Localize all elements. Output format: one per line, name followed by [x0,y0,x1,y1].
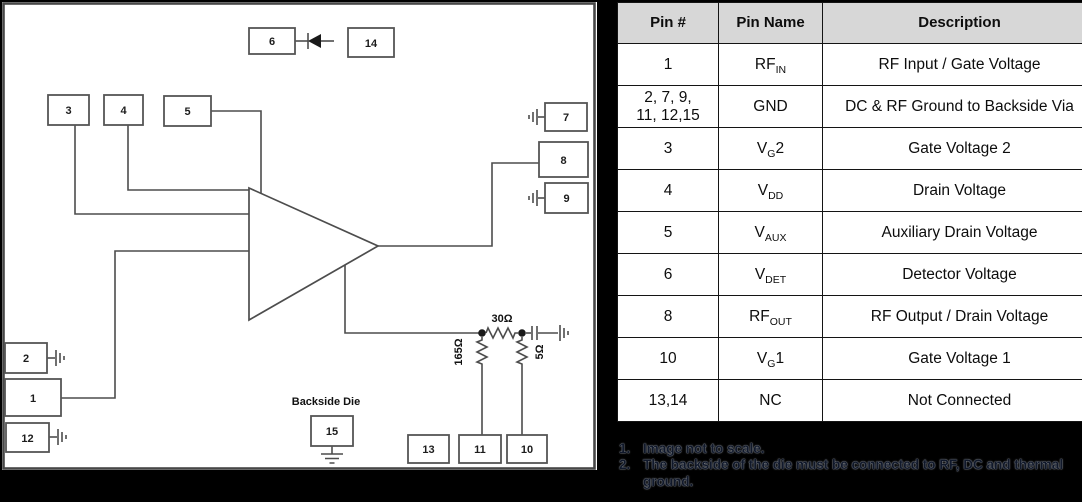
pin-table-row [618,170,1082,212]
table-header-row [618,3,1082,44]
pin-label-15: 15 [325,426,339,438]
pin-table-row [618,44,1082,86]
cell-pin-name: $V_G2$ [719,128,823,170]
pin-label-9: 9 [563,193,570,205]
resistor-5-label: 5Ω [534,344,546,360]
footnote-number: 2. [619,457,631,473]
footnote-number: 1. [619,441,631,456]
backside-die-label: Backside Die [291,396,361,408]
cell-pin-number: 13,14 [618,380,719,422]
header-pin-name: Pin Name [719,3,823,44]
cell-pin-name: $RF_{IN}$ [719,44,823,86]
pin-table-row [618,296,1082,338]
cell-pin-number: 4 [618,170,719,212]
cell-pin-name: $V_{AUX}$ [719,212,823,254]
pin-label-13: 13 [422,444,435,456]
pin-label-1: 1 [29,393,37,405]
die-schematic [2,2,597,470]
footnote-item [619,457,1065,490]
cell-pin-number: 5 [618,212,719,254]
pin-table-row [618,128,1082,170]
header-description: Description [823,3,1082,44]
cell-pin-name: GND [719,86,823,128]
resistor-30-label: 30Ω [491,313,513,325]
cell-pin-number: 8 [618,296,719,338]
pin-label-5: 5 [184,106,191,118]
node-dot-2 [518,329,526,337]
header-pin-number: Pin # [618,3,719,44]
footnote-text: The backside of the die must be connected to RF, DC and thermal ground. [643,457,1064,489]
cell-description: DC & RF Ground to Backside Via [823,86,1082,128]
pin-label-11: 11 [474,444,486,456]
pin-label-3: 3 [65,105,72,117]
pin-label-12: 12 [21,433,34,445]
cell-description: Gate Voltage 1 [823,338,1082,380]
pin-label-4: 4 [120,105,127,117]
cell-pin-number: 6 [618,254,719,296]
cell-pin-number: 1 [618,44,719,86]
cell-description: Not Connected [823,380,1082,422]
cell-description: RF Output / Drain Voltage [823,296,1082,338]
pin-label-6: 6 [268,36,276,48]
cell-description: Detector Voltage [823,254,1082,296]
cell-pin-name: $V_G1$ [719,338,823,380]
pin-table-row [618,254,1082,296]
pin-description-table [617,2,1082,422]
pin-table-row [618,380,1082,422]
cell-description: RF Input / Gate Voltage [823,44,1082,86]
pin-table-row [618,338,1082,380]
cell-pin-number: 3 [618,128,719,170]
pin-table-row [618,212,1082,254]
cell-pin-number: 10 [618,338,719,380]
pin-table-row [618,86,1082,128]
cell-pin-name: $V_{DET}$ [719,254,823,296]
pin-label-10: 10 [520,444,534,456]
cell-description: Gate Voltage 2 [823,128,1082,170]
cell-pin-number: 2, 7, 9, 11, 12,15 [618,86,719,128]
pin-label-8: 8 [560,155,567,167]
cell-description: Auxiliary Drain Voltage [823,212,1082,254]
pin-label-2: 2 [22,353,30,365]
footnote-text: Image not to scale. [643,441,765,456]
cell-pin-name: $RF_{OUT}$ [719,296,823,338]
footnotes [619,441,1065,490]
cell-pin-name: NC [719,380,823,422]
cell-description: Drain Voltage [823,170,1082,212]
pin-label-14: 14 [364,38,378,50]
cell-pin-name: $V_{DD}$ [719,170,823,212]
pin-label-7: 7 [562,112,570,124]
die-schematic-panel [2,2,597,470]
resistor-165-label: 165Ω [453,338,465,366]
footnote-item [619,441,1065,457]
node-dot-1 [478,329,486,337]
